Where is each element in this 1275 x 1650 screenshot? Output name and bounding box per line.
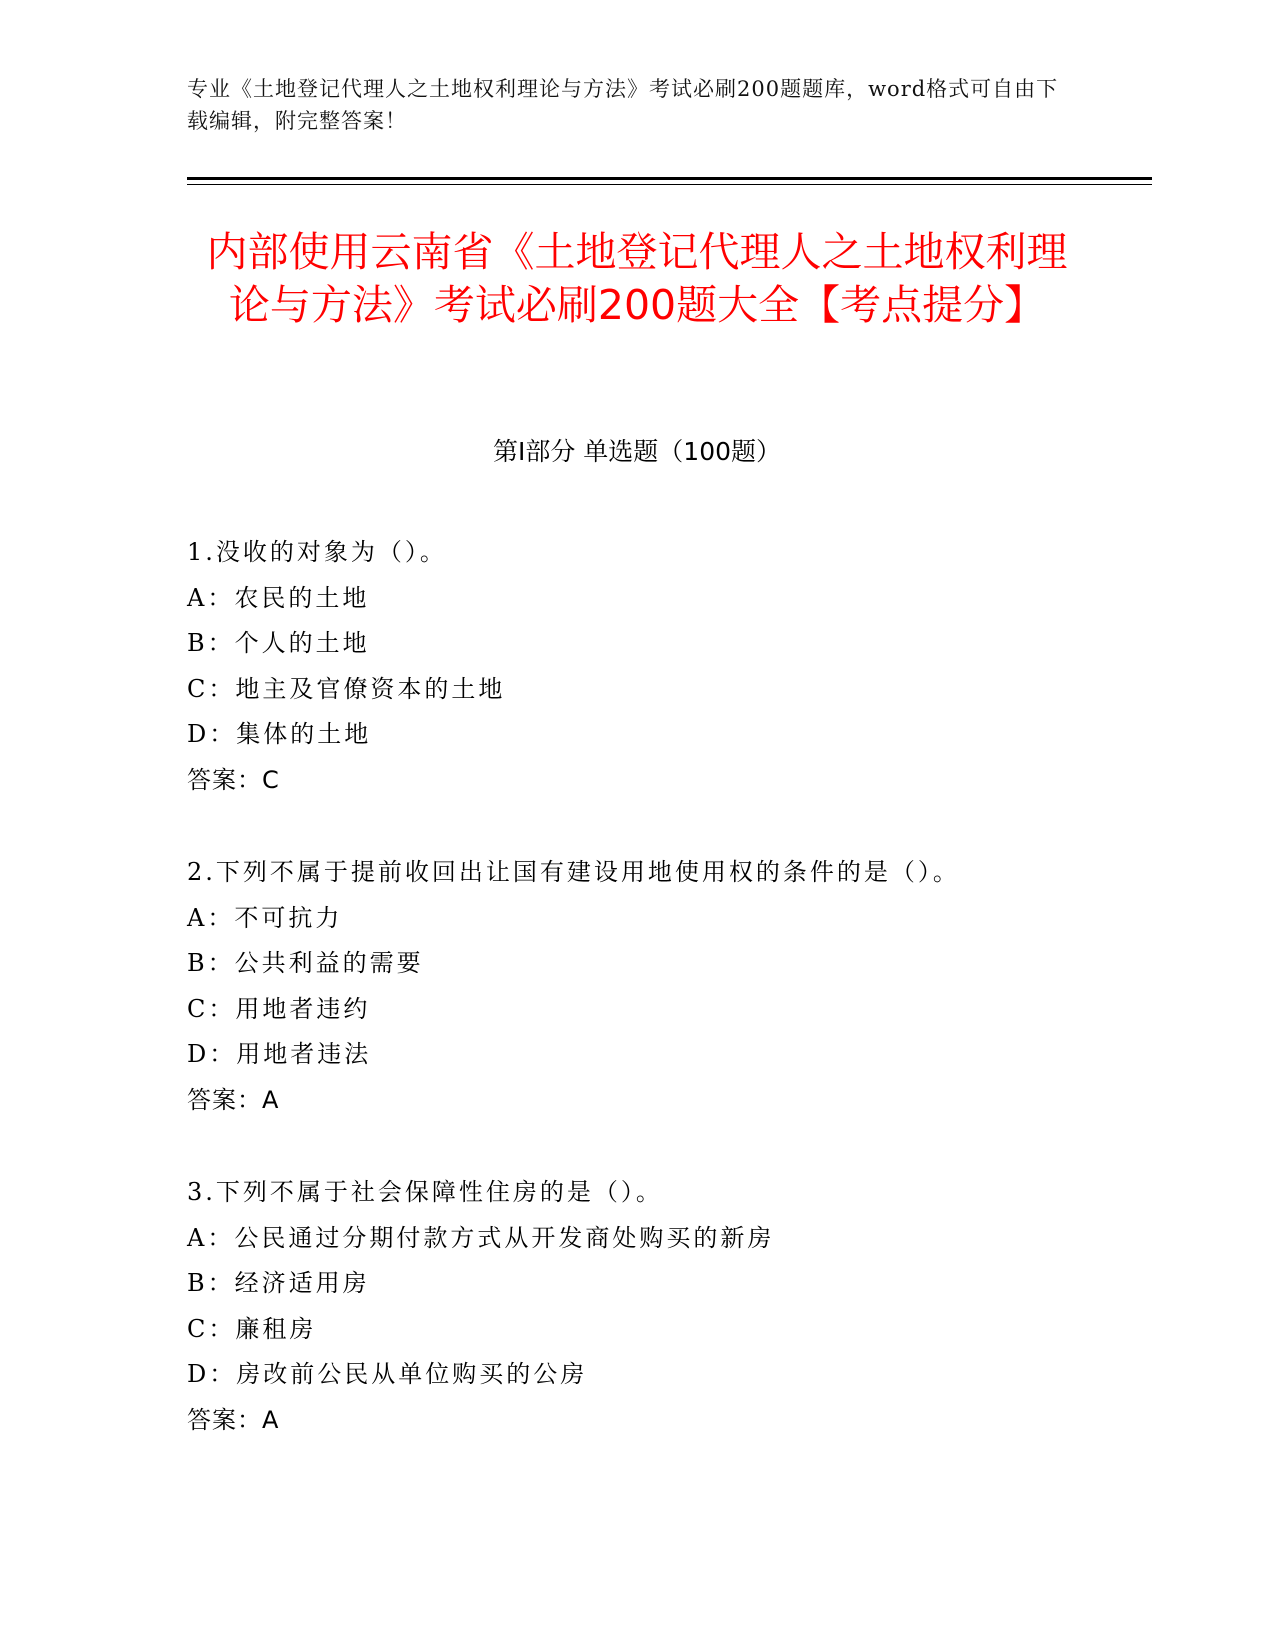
header-rule-thick <box>187 177 1152 180</box>
header-rule-thin <box>187 184 1152 185</box>
option-a: A：公民通过分期付款方式从开发商处购买的新房 <box>187 1223 775 1252</box>
option-a: A：农民的土地 <box>187 583 370 612</box>
question-stem: 3.下列不属于社会保障性住房的是（）。 <box>187 1178 663 1206</box>
answer-line: 答案：A <box>187 1405 280 1434</box>
option-d: D：集体的土地 <box>187 720 372 748</box>
option-c: C：廉租房 <box>187 1314 317 1343</box>
question-stem: 2.下列不属于提前收回出让国有建设用地使用权的条件的是（）。 <box>187 858 960 886</box>
option-c: C：地主及官僚资本的土地 <box>187 674 506 703</box>
option-b: B：个人的土地 <box>187 629 370 657</box>
question-stem: 1.没收的对象为（）。 <box>187 538 447 566</box>
option-d: D：房改前公民从单位购买的公房 <box>187 1360 588 1388</box>
option-a: A：不可抗力 <box>187 903 343 932</box>
option-b: B：经济适用房 <box>187 1269 370 1297</box>
document-title: 内部使用云南省《土地登记代理人之土地权利理论与方法》考试必刷200题大全【考点提分】 <box>206 228 1068 329</box>
option-b: B：公共利益的需要 <box>187 949 424 977</box>
question-block-2 <box>187 850 1137 1123</box>
header-note: 专业《土地登记代理人之土地权利理论与方法》考试必刷200题题库，word格式可自由下载编辑，附完整答案！ <box>187 77 1059 133</box>
question-block-1 <box>187 530 1137 803</box>
answer-line: 答案：C <box>187 765 280 794</box>
section-heading: 第I部分 单选题（100题） <box>492 437 782 466</box>
question-block-3 <box>187 1170 1137 1443</box>
option-c: C：用地者违约 <box>187 994 371 1023</box>
answer-line: 答案：A <box>187 1085 280 1114</box>
option-d: D：用地者违法 <box>187 1040 372 1068</box>
